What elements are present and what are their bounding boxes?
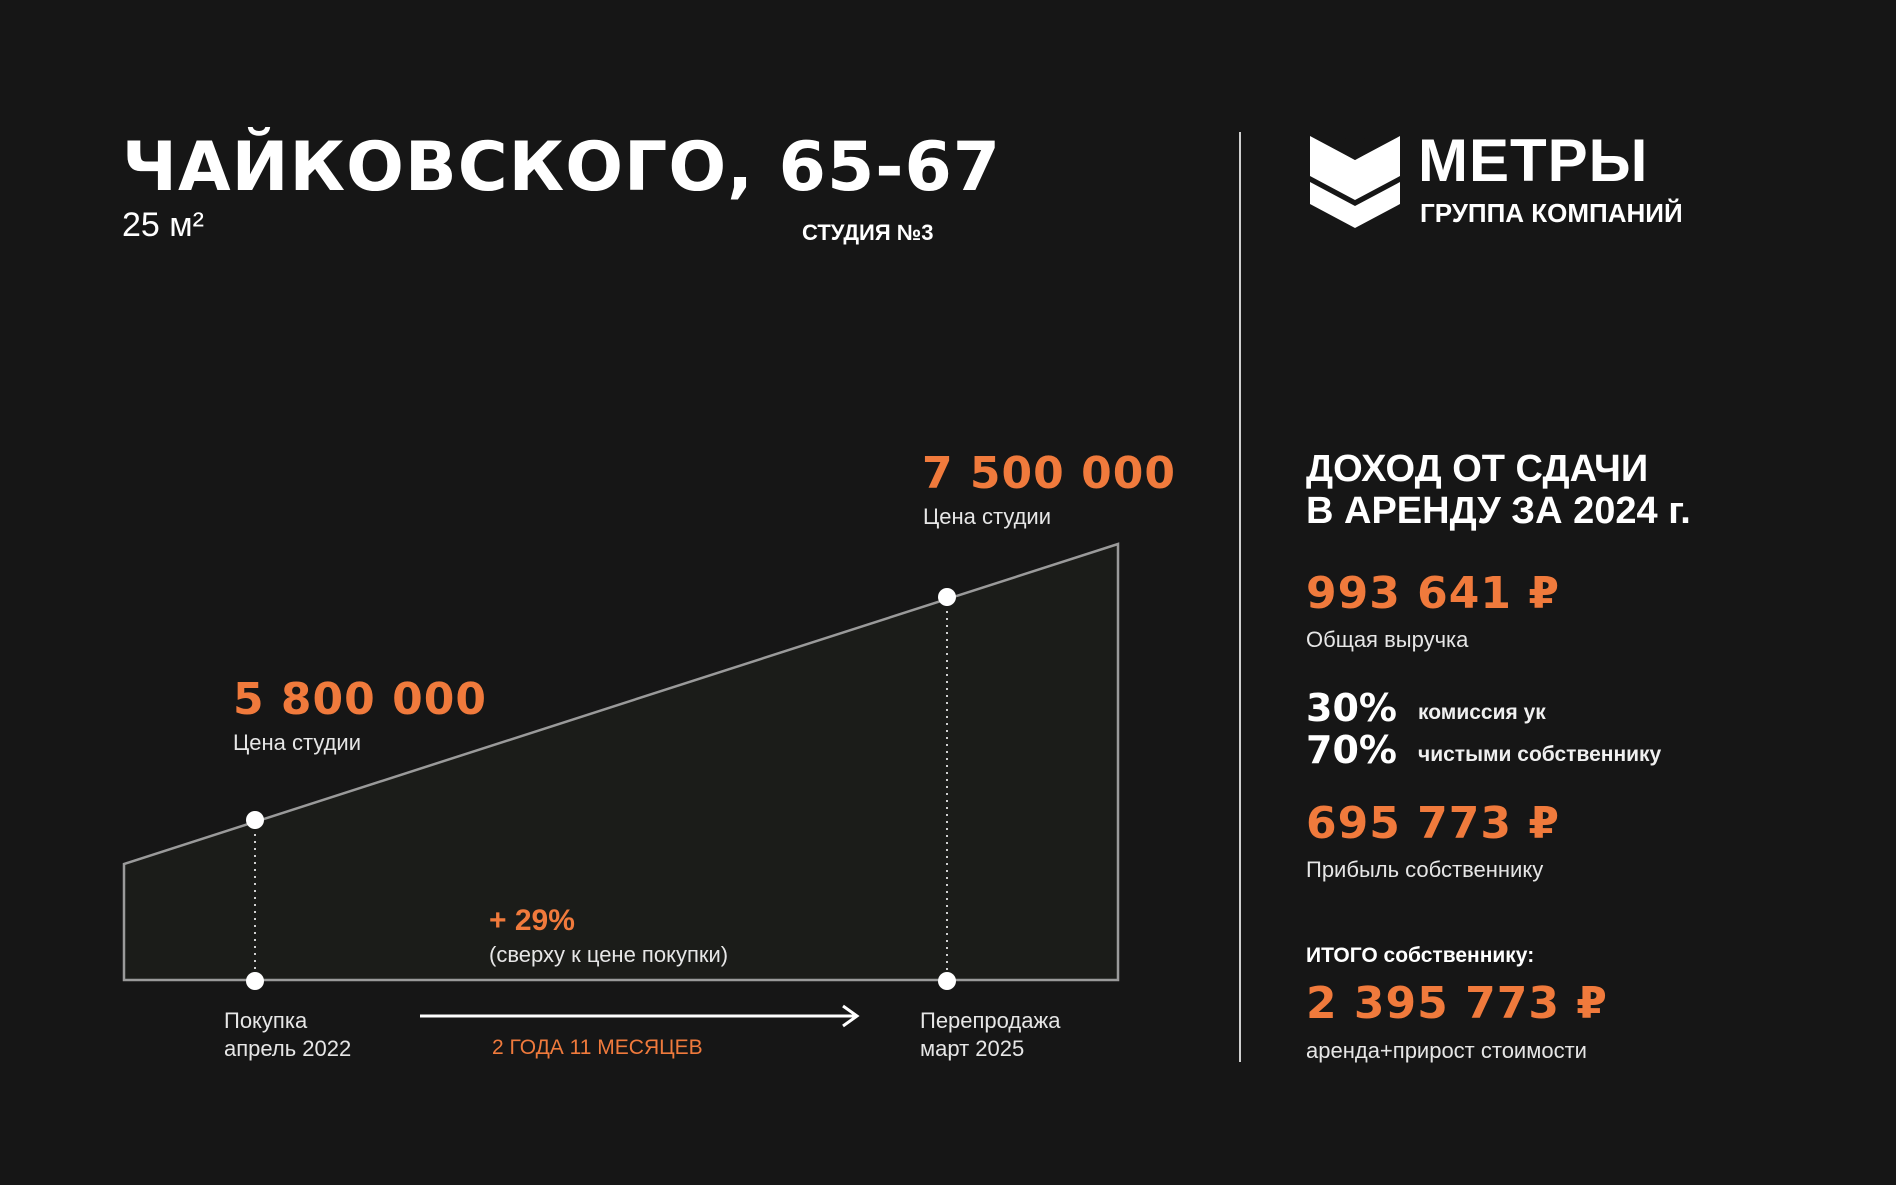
commission-label: комиссия ук bbox=[1418, 701, 1546, 724]
profit-value: 695 773 ₽ bbox=[1306, 798, 1560, 849]
purchase-price-label: Цена студии bbox=[233, 730, 362, 755]
holding-duration: 2 ГОДА 11 МЕСЯЦЕВ bbox=[492, 1036, 703, 1059]
net-label: чистыми собственнику bbox=[1418, 743, 1662, 766]
total-value: 2 395 773 ₽ bbox=[1306, 978, 1608, 1029]
net-percent: 70% bbox=[1306, 728, 1397, 772]
purchase-axis-point bbox=[246, 972, 264, 990]
purchase-price-point bbox=[246, 811, 264, 829]
area-value: 25 м² bbox=[122, 206, 204, 244]
purchase-price: 5 800 000 bbox=[233, 674, 487, 725]
chart-area bbox=[124, 544, 1118, 980]
resale-event: Перепродажа bbox=[920, 1008, 1061, 1033]
page-title: ЧАЙКОВСКОГО, 65-67 bbox=[122, 128, 1002, 207]
profit-label: Прибыль собственнику bbox=[1306, 857, 1544, 882]
commission-percent: 30% bbox=[1306, 686, 1397, 730]
revenue-label: Общая выручка bbox=[1306, 627, 1469, 652]
income-title-line2: В АРЕНДУ ЗА 2024 г. bbox=[1306, 490, 1691, 532]
income-title bbox=[1306, 448, 1766, 532]
growth-percent: + 29% bbox=[489, 904, 575, 937]
growth-note: (сверху к цене покупки) bbox=[489, 942, 729, 967]
income-title-line1: ДОХОД ОТ СДАЧИ bbox=[1306, 448, 1649, 490]
resale-date: март 2025 bbox=[920, 1036, 1025, 1061]
resale-price: 7 500 000 bbox=[922, 448, 1176, 499]
total-label: ИТОГО собственнику: bbox=[1306, 944, 1535, 967]
purchase-date: апрель 2022 bbox=[224, 1036, 352, 1061]
resale-price-label: Цена студии bbox=[923, 504, 1052, 529]
logo-name: МЕТРЫ bbox=[1418, 127, 1649, 194]
resale-axis-point bbox=[938, 972, 956, 990]
resale-price-point bbox=[938, 588, 956, 606]
total-note: аренда+прирост стоимости bbox=[1306, 1038, 1587, 1063]
revenue-value: 993 641 ₽ bbox=[1306, 568, 1560, 619]
studio-number: СТУДИЯ №3 bbox=[802, 220, 934, 245]
purchase-event: Покупка bbox=[224, 1008, 308, 1033]
logo-subtitle: ГРУППА КОМПАНИЙ bbox=[1420, 198, 1683, 228]
